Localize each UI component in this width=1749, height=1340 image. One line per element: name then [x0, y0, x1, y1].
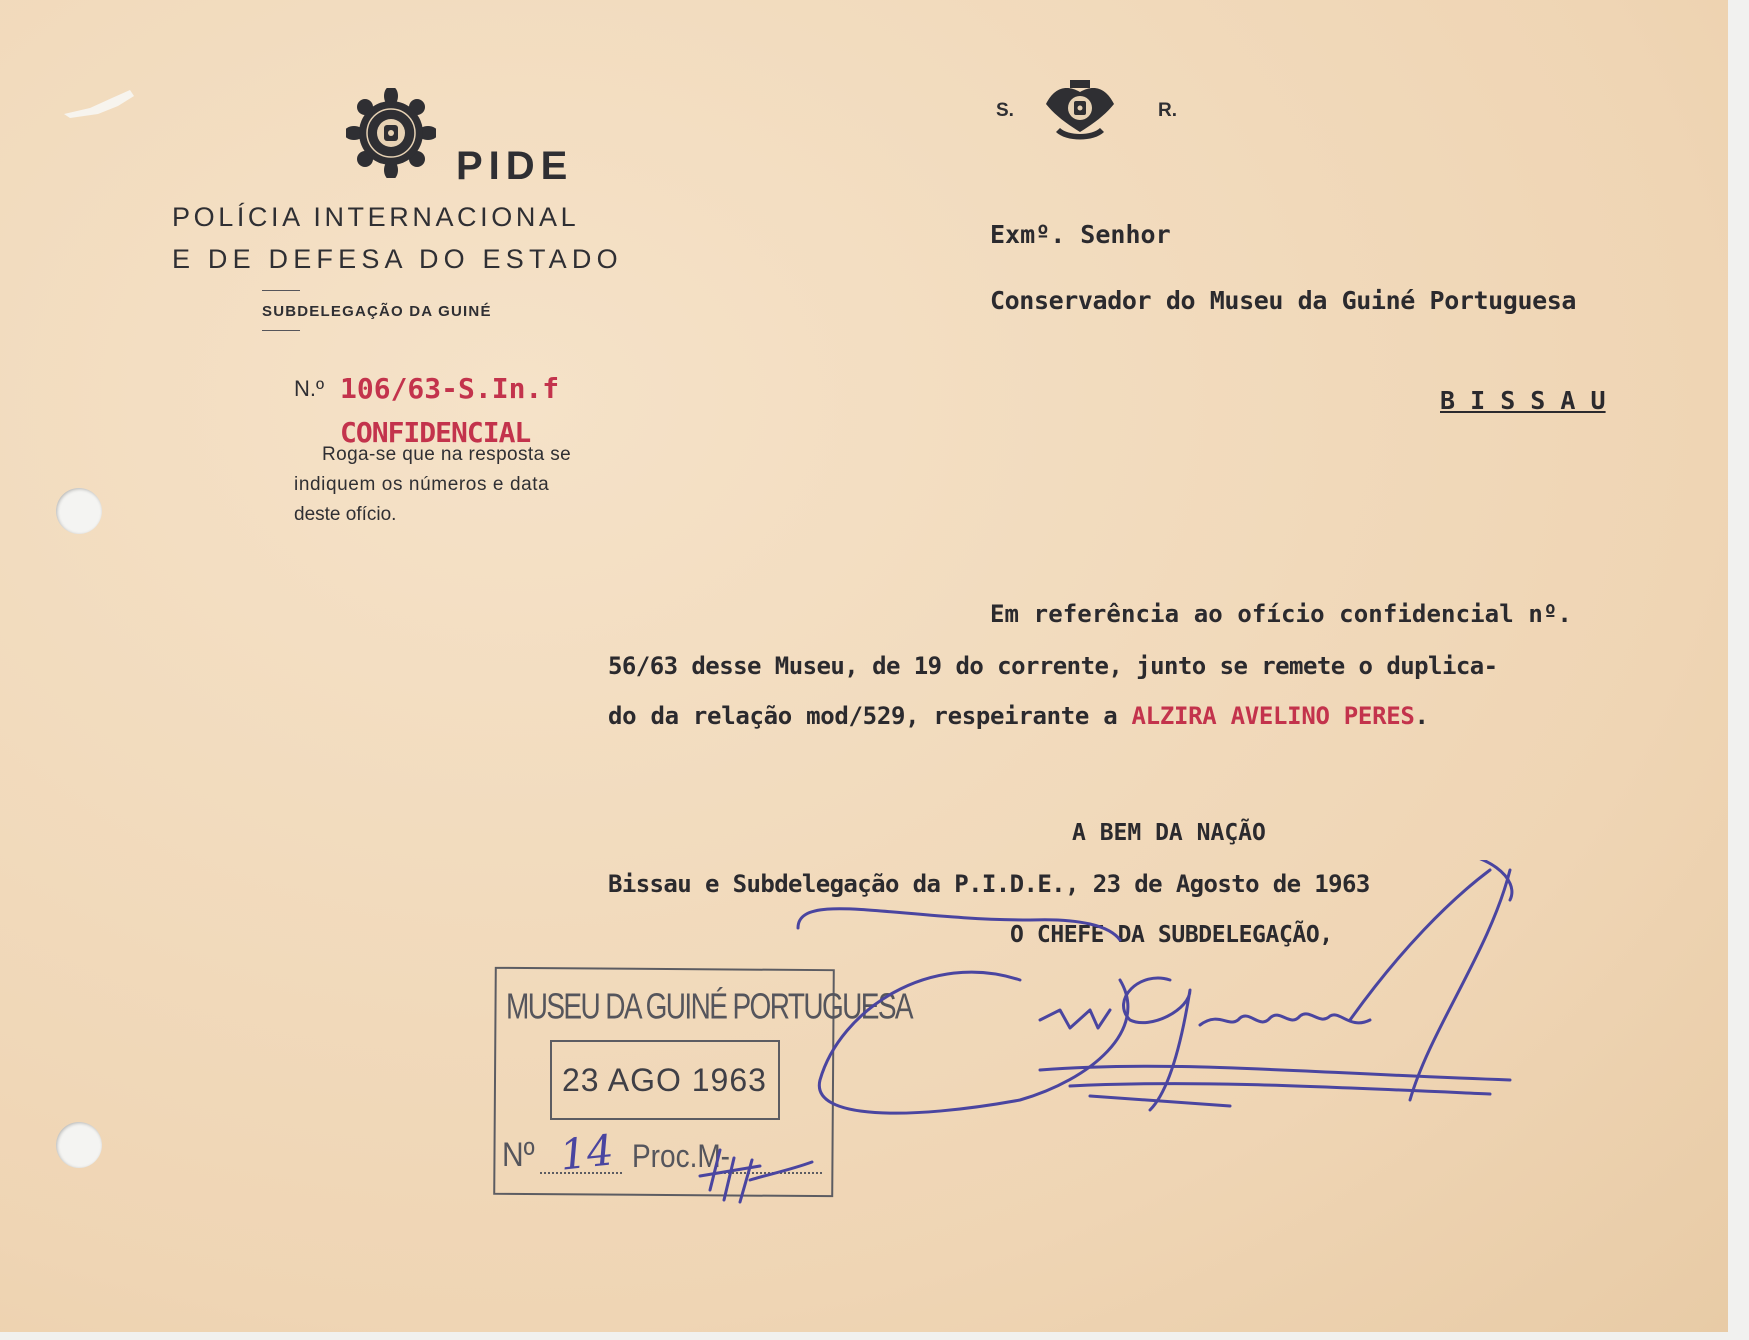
- place-and-date: Bissau e Subdelegação da P.I.D.E., 23 de Agosto de 1963: [608, 870, 1370, 898]
- classification-label: CONFIDENCIAL: [340, 416, 531, 449]
- torn-mark-icon: [60, 84, 140, 124]
- reply-note-line-3: deste ofício.: [294, 504, 397, 525]
- seal-left-letter: S.: [996, 100, 1014, 121]
- subject-name: ALZIRA AVELINO PERES: [1131, 702, 1415, 730]
- subdelegation-divider: [262, 330, 300, 331]
- organization-name-line-1: POLÍCIA INTERNACIONAL: [172, 202, 580, 232]
- seal-right-letter: R.: [1158, 100, 1177, 121]
- signatory-title: O CHEFE DA SUBDELEGAÇÃO,: [1010, 922, 1333, 948]
- body-line-2: 56/63 desse Museu, de 19 do corrente, junto se remete o duplica-: [608, 652, 1498, 680]
- stamp-number-label: Nº: [502, 1136, 535, 1174]
- handwritten-signature-icon: [790, 860, 1570, 1160]
- body-line-3: [608, 702, 1429, 730]
- reference-number: 106/63-S.In.f: [340, 372, 560, 405]
- salutation: Exmº. Senhor: [990, 220, 1171, 249]
- recipient-city: B I S S A U: [1440, 386, 1606, 415]
- reply-note-line-1: Roga-se que na resposta se: [322, 444, 572, 465]
- body-line-3-end: .: [1414, 702, 1429, 730]
- reference-number-prefix: N.º: [294, 376, 325, 401]
- body-line-3-start: do da relação mod/529, respeirante a: [608, 702, 1132, 730]
- reply-note-line-2: indiquem os números e data: [294, 474, 550, 495]
- stamp-number-value: 14: [557, 1125, 616, 1180]
- pide-emblem-icon: [346, 88, 436, 178]
- punch-hole-top: [56, 488, 102, 534]
- organization-name-line-2: E DE DEFESA DO ESTADO: [172, 244, 623, 274]
- stamp-process-label: Proc.M-: [632, 1138, 730, 1174]
- closing-motto: A BEM DA NAÇÃO: [1072, 820, 1266, 846]
- coat-of-arms-icon: [1040, 74, 1120, 146]
- acronym-title: PIDE: [456, 144, 574, 188]
- subdelegation-label: SUBDELEGAÇÃO DA GUINÉ: [262, 303, 492, 320]
- punch-hole-bottom: [56, 1122, 102, 1168]
- body-line-1: Em referência ao ofício confidencial nº.: [990, 600, 1572, 628]
- stamp-date: 23 AGO 1963: [562, 1062, 767, 1098]
- letterhead-divider: [262, 290, 300, 291]
- recipient: Conservador do Museu da Guiné Portuguesa: [990, 286, 1577, 315]
- stamp-institution: MUSEU DA GUINÉ PORTUGUESA: [506, 986, 913, 1027]
